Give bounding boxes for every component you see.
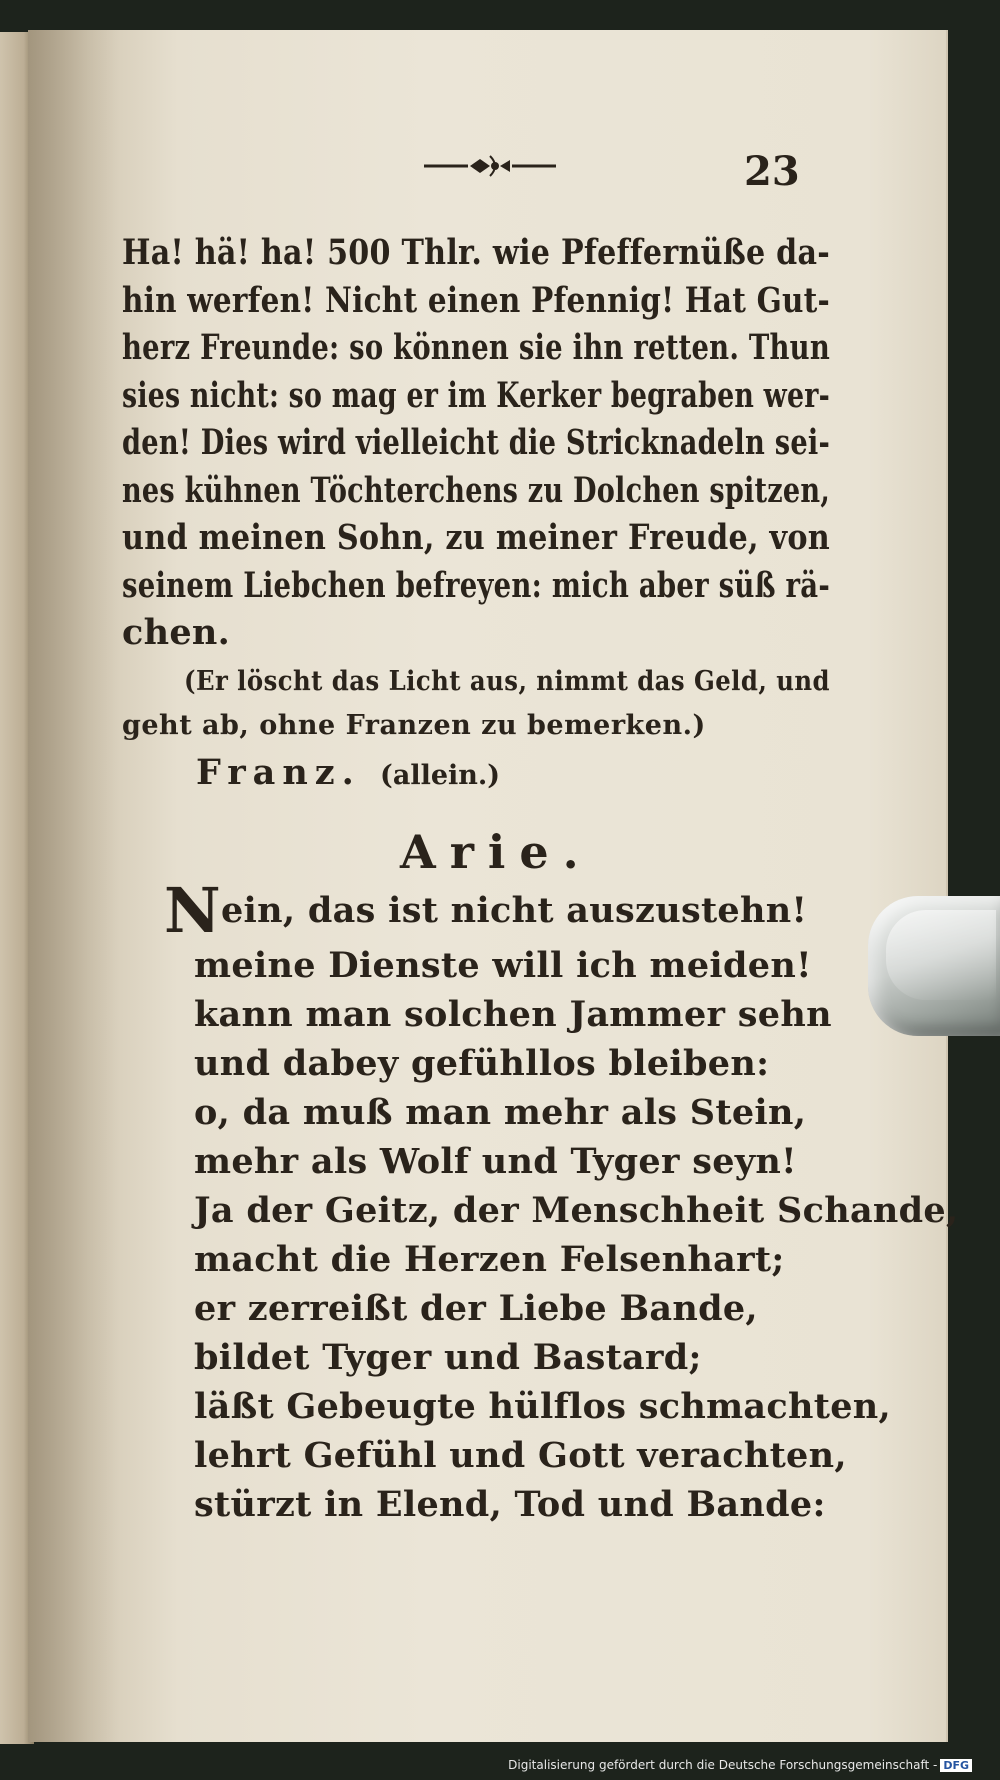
- verse-line: Ja der Geitz, der Menschheit Schande,: [194, 1190, 959, 1231]
- credit-text: Digitalisierung gefördert durch die Deutsche Forschungsgemeinschaft -: [508, 1758, 938, 1772]
- prose-line: nes kühnen Töchterchens zu Dolchen spitzen,: [122, 469, 830, 511]
- speaker-name: Franz.: [196, 752, 361, 793]
- verse-line: meine Dienste will ich meiden!: [194, 945, 812, 986]
- speaker-line: [196, 752, 500, 793]
- prose-line: sies nicht: so mag er im Kerker begraben wer-: [122, 374, 830, 416]
- aria-title: Arie.: [400, 825, 593, 879]
- verse-line: bildet Tyger und Bastard;: [194, 1337, 702, 1378]
- prose-line: hin werfen! Nicht einen Pfennig! Hat Gut-: [122, 279, 830, 321]
- page-clip: [868, 896, 1000, 1036]
- first-line-text: ein, das ist nicht auszustehn!: [220, 890, 808, 931]
- stage-direction-line: (Er löscht das Licht aus, nimmt das Geld, und: [184, 666, 830, 697]
- dfg-logo: DFG: [940, 1759, 972, 1772]
- aria-first-line: [164, 874, 808, 947]
- verse-line: er zerreißt der Liebe Bande,: [194, 1288, 758, 1329]
- verse-line: mehr als Wolf und Tyger seyn!: [194, 1141, 797, 1182]
- speaker-note: (allein.): [380, 760, 501, 791]
- header-ornament: [420, 150, 560, 180]
- verse-line: lehrt Gefühl und Gott verachten,: [194, 1435, 847, 1476]
- drop-cap: N: [164, 874, 221, 947]
- page-number: 23: [744, 148, 800, 195]
- prose-line: Ha! hä! ha! 500 Thlr. wie Pfeffernüße da-: [122, 232, 830, 273]
- prose-line: den! Dies wird vielleicht die Stricknadeln sei-: [122, 422, 830, 463]
- verse-line: macht die Herzen Felsenhart;: [194, 1239, 785, 1280]
- prose-line: chen.: [122, 612, 231, 653]
- stage-direction-line: geht ab, ohne Franzen zu bemerken.): [122, 710, 706, 741]
- gutter-shadow: [28, 30, 118, 1742]
- verse-line: und dabey gefühllos bleiben:: [194, 1043, 770, 1084]
- prose-line: und meinen Sohn, zu meiner Freude, von: [122, 517, 830, 558]
- digitization-credit: [508, 1758, 972, 1772]
- verse-line: o, da muß man mehr als Stein,: [194, 1092, 807, 1133]
- prose-line: seinem Liebchen befreyen: mich aber süß rä-: [122, 564, 830, 606]
- verse-line: stürzt in Elend, Tod und Bande:: [194, 1484, 826, 1525]
- verse-line: kann man solchen Jammer sehn: [194, 994, 832, 1035]
- verse-line: läßt Gebeugte hülflos schmachten,: [194, 1386, 892, 1427]
- prose-line: herz Freunde: so können sie ihn retten. Thun: [122, 327, 830, 368]
